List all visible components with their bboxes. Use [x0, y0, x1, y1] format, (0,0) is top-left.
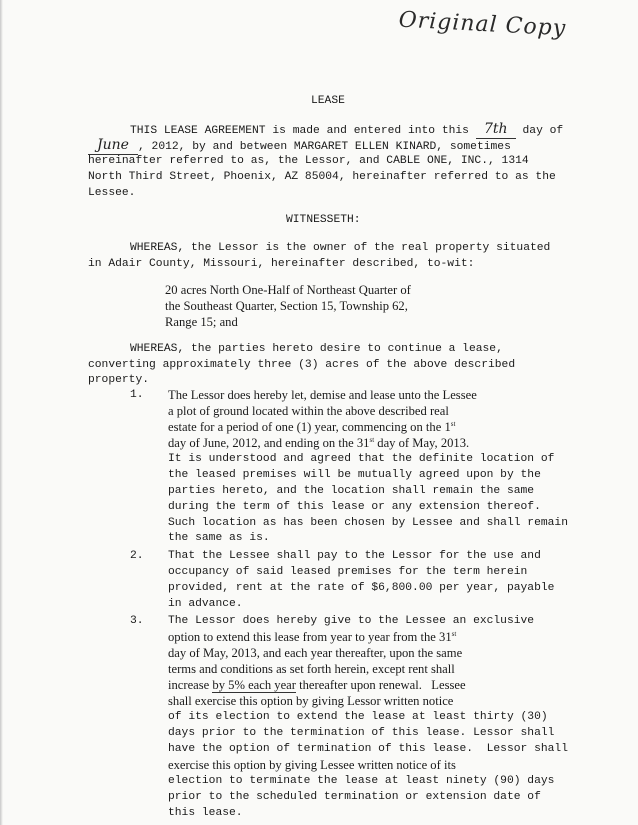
- witnesseth-heading: WITNESSETH:: [286, 214, 361, 226]
- item-3-line-6: shall exercise this option by giving Lessor written notice: [168, 694, 454, 708]
- legal-desc-line-3: Range 15; and: [165, 315, 238, 329]
- intro-line-5: Lessee.: [88, 187, 136, 199]
- handwritten-day: 7th: [476, 122, 516, 139]
- item-1-line-7: parties hereto, and the location shall remain the same: [168, 485, 535, 497]
- item-3-number: 3.: [130, 615, 144, 627]
- intro-line-2: June , 2012, by and between MARGARET ELLEN KINARD, sometimes: [88, 138, 511, 156]
- item-1-number: 1.: [130, 389, 144, 401]
- item-3-line-7: of its election to extend the lease at least thirty (30): [168, 711, 548, 723]
- page-edge: [0, 0, 3, 825]
- item-3-line-12: prior to the scheduled termination or extension date of: [168, 791, 541, 803]
- whereas-1-line-2: in Adair County, Missouri, hereinafter described, to-wit:: [88, 258, 475, 270]
- whereas-2-line-2: converting approximately three (3) acres of the above described: [88, 359, 516, 371]
- item-3-line-13: this lease.: [168, 807, 243, 819]
- whereas-1-line-1: WHEREAS, the Lessor is the owner of the real property situated: [130, 242, 551, 254]
- legal-desc-line-2: the Southeast Quarter, Section 15, Township 62,: [165, 299, 408, 313]
- item-1-line-3: estate for a period of one (1) year, commencing on the 1st: [168, 420, 456, 434]
- intro-line-4: North Third Street, Phoenix, AZ 85004, hereinafter referred to as the: [88, 171, 556, 183]
- item-2-number: 2.: [130, 550, 144, 562]
- item-1-line-5: It is understood and agreed that the definite location of: [168, 453, 555, 465]
- item-3-line-11: election to terminate the lease at least ninety (90) days: [168, 775, 555, 787]
- legal-desc-line-1: 20 acres North One-Half of Northeast Quarter of: [165, 283, 411, 297]
- item-1-line-9: Such location as has been chosen by Lessee and shall remain: [168, 517, 568, 529]
- item-1-line-2: a plot of ground located within the above described real: [168, 404, 449, 418]
- item-1-line-8: during the term of this lease or any extension thereof.: [168, 501, 541, 513]
- item-1-line-10: the same as is.: [168, 532, 270, 544]
- item-1-line-6: the leased premises will be mutually agreed upon by the: [168, 469, 541, 481]
- item-3-line-9: have the option of termination of this lease. Lessor shall: [168, 743, 568, 755]
- document-title: LEASE: [311, 95, 345, 107]
- item-2-line-4: in advance.: [168, 598, 243, 610]
- whereas-2-line-1: WHEREAS, the parties hereto desire to continue a lease,: [130, 343, 503, 355]
- intro-line-1: THIS LEASE AGREEMENT is made and entered into this 7th day of: [130, 121, 564, 137]
- handwritten-month: June: [88, 138, 138, 155]
- item-3-line-5: increase by 5% each year thereafter upon renewal. Lessee: [168, 678, 466, 692]
- item-1-line-1: The Lessor does hereby let, demise and lease unto the Lessee: [168, 388, 477, 402]
- item-2-line-1: That the Lessee shall pay to the Lessor for the use and: [168, 550, 541, 562]
- item-1-line-4: day of June, 2012, and ending on the 31st day of May, 2013.: [168, 436, 470, 450]
- item-3-line-4: terms and conditions as set forth herein, except rent shall: [168, 662, 455, 676]
- item-3-line-3: day of May, 2013, and each year thereafter, upon the same: [168, 646, 463, 660]
- handwritten-stamp: Original Copy: [398, 7, 567, 42]
- intro-line-3: hereinafter referred to as, the Lessor, and CABLE ONE, INC., 1314: [88, 155, 529, 167]
- item-3-line-2: option to extend this lease from year to year from the 31st: [168, 630, 457, 644]
- item-3-line-1: The Lessor does hereby give to the Lessee an exclusive: [168, 615, 535, 627]
- item-2-line-2: occupancy of said leased premises for the term herein: [168, 566, 528, 578]
- item-2-line-3: provided, rent at the rate of $6,800.00 per year, payable: [168, 582, 555, 594]
- item-3-line-8: days prior to the termination of this lease. Lessor shall: [168, 727, 555, 739]
- item-3-line-10: exercise this option by giving Lessee written notice of its: [168, 758, 456, 772]
- whereas-2-line-3: property.: [88, 374, 150, 386]
